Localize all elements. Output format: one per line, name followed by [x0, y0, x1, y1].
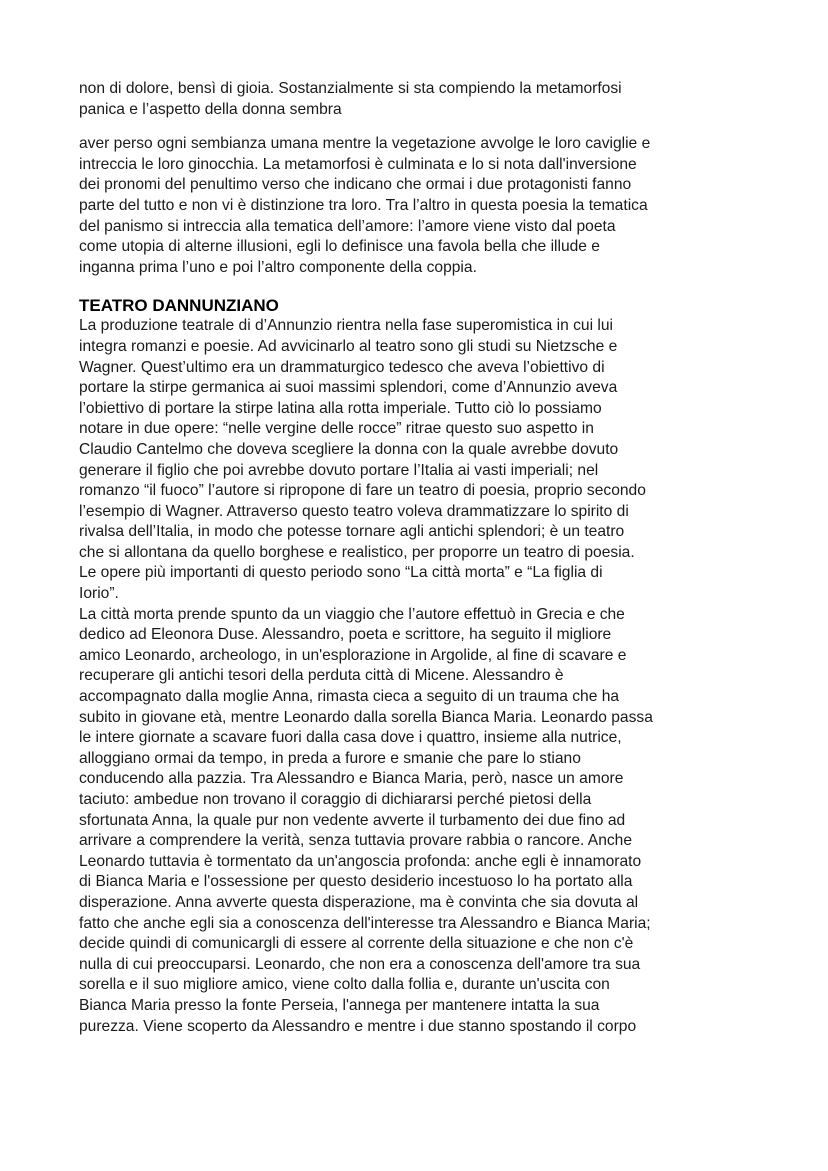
text-line: le intere giornate a scavare fuori dalla casa dove i quattro, insieme alla nutrice,	[79, 729, 622, 747]
text-line: Iorio”.	[79, 585, 119, 603]
text-line: panica e l’aspetto della donna sembra	[79, 100, 342, 118]
text-line: accompagnato dalla moglie Anna, rimasta cieca a seguito di un trauma che ha	[79, 688, 620, 706]
text-line: taciuto: ambedue non trovano il coraggio di dichiararsi perché pietosi della	[79, 791, 592, 808]
section-heading: TEATRO DANNUNZIANO	[79, 296, 279, 316]
text-line: integra romanzi e poesie. Ad avvicinarlo al teatro sono gli studi su Nietzsche e	[79, 337, 618, 355]
text-line: decide quindi di comunicargli di essere al corrente della situazione e che non c'è	[79, 935, 634, 953]
text-line: amico Leonardo, archeologo, in un'esplorazione in Argolide, al fine di scavare e	[79, 646, 627, 664]
text-line: purezza. Viene scoperto da Alessandro e mentre i due stanno spostando il corpo	[79, 1017, 637, 1035]
text-line: fatto che anche egli sia a conoscenza dell'interesse tra Alessandro e Bianca Maria;	[79, 914, 651, 932]
text-line: Wagner. Quest’ultimo era un drammaturgico tedesco che aveva l’obiettivo di	[79, 358, 605, 376]
text-line: Bianca Maria presso la fonte Perseia, l'annega per mantenere intatta la sua	[79, 996, 600, 1014]
text-line: Leonardo tuttavia è tormentato da un'angoscia profonda: anche egli è innamorato	[79, 852, 642, 870]
paragraph-teatro	[79, 316, 749, 604]
text-line: conducendo alla pazzia. Tra Alessandro e Bianca Maria, però, nasce un amore	[79, 770, 624, 788]
paragraph-intro	[79, 79, 749, 120]
text-line: dedico ad Eleonora Duse. Alessandro, poeta e scrittore, ha seguito il migliore	[79, 626, 612, 644]
text-line: portare la stirpe germanica ai suoi massimi splendori, come d’Annunzio aveva	[79, 379, 618, 397]
text-line: recuperare gli antichi tesori della perduta città di Micene. Alessandro è	[79, 667, 564, 685]
text-line: non di dolore, bensì di gioia. Sostanzialmente si sta compiendo la metamorfosi	[79, 80, 622, 97]
text-line: aver perso ogni sembianza umana mentre la vegetazione avvolge le loro caviglie e	[79, 135, 651, 153]
text-line: La città morta prende spunto da un viaggio che l’autore effettuò in Grecia e che	[79, 605, 625, 623]
text-line: disperazione. Anna avverte questa disperazione, ma è convinta che sia dovuta al	[79, 893, 639, 911]
text-line: Claudio Cantelmo che doveva scegliere la donna con la quale avrebbe dovuto	[79, 440, 619, 458]
text-line: intreccia le loro ginocchia. La metamorfosi è culminata e lo si nota dall'inversione	[79, 155, 637, 173]
section-gap	[79, 278, 749, 295]
document-page	[79, 79, 749, 1037]
text-line: dei pronomi del penultimo verso che indicano che ormai i due protagonisti fanno	[79, 176, 632, 194]
text-line: subito in giovane età, mentre Leonardo dalla sorella Bianca Maria. Leonardo passa	[79, 708, 653, 726]
text-line: nulla di cui preoccuparsi. Leonardo, che non era a conoscenza dell'amore tra sua	[79, 955, 641, 973]
text-line: del panismo si intreccia alla tematica dell’amore: l’amore viene visto dal poeta	[79, 217, 616, 235]
text-line: generare il figlio che poi avrebbe dovuto portare l’Italia ai vasti imperiali; nel	[79, 461, 599, 479]
text-line: sfortunata Anna, la quale pur non vedente avverte il turbamento dei due fino ad	[79, 811, 626, 829]
text-line: che si allontana da quello borghese e realistico, per proporre un teatro di poesia.	[79, 543, 635, 561]
text-line: come utopia di alterne illusioni, egli lo definisce una favola bella che illude e	[79, 238, 600, 256]
text-line: alloggiano ormai da tempo, in preda a furore e smanie che pare lo stiano	[79, 749, 581, 767]
text-line: Le opere più importanti di questo periodo sono “La città morta” e “La figlia di	[79, 564, 603, 582]
text-line: La produzione teatrale di d’Annunzio rientra nella fase superomistica in cui lui	[79, 317, 613, 335]
paragraph-metamorfosi	[79, 134, 749, 278]
paragraph-gap	[79, 120, 749, 134]
text-line: sorella e il suo migliore amico, viene colto dalla follia e, durante un'uscita con	[79, 976, 610, 994]
paragraph-citta-morta	[79, 605, 749, 1037]
text-line: romanzo “il fuoco” l’autore si ripropone di fare un teatro di poesia, proprio secondo	[79, 482, 646, 500]
text-line: di Bianca Maria e l'ossessione per questo desiderio incestuoso lo ha portato alla	[79, 873, 633, 891]
text-line: inganna prima l’uno e poi l’altro componente della coppia.	[79, 258, 477, 276]
text-line: l’obiettivo di portare la stirpe latina alla rotta imperiale. Tutto ciò lo possiamo	[79, 399, 602, 417]
text-line: rivalsa dell’Italia, in modo che potesse tornare agli antichi splendori; è un teatro	[79, 523, 625, 541]
text-line: l’esempio di Wagner. Attraverso questo teatro voleva drammatizzare lo spirito di	[79, 502, 629, 520]
text-line: notare in due opere: “nelle vergine delle rocce” ritrae questo suo aspetto in	[79, 420, 594, 438]
text-line: parte del tutto e non vi è distinzione tra loro. Tra l’altro in questa poesia la tematica	[79, 196, 648, 214]
text-line: arrivare a comprendere la verità, senza tuttavia provare rabbia o rancore. Anche	[79, 832, 633, 850]
